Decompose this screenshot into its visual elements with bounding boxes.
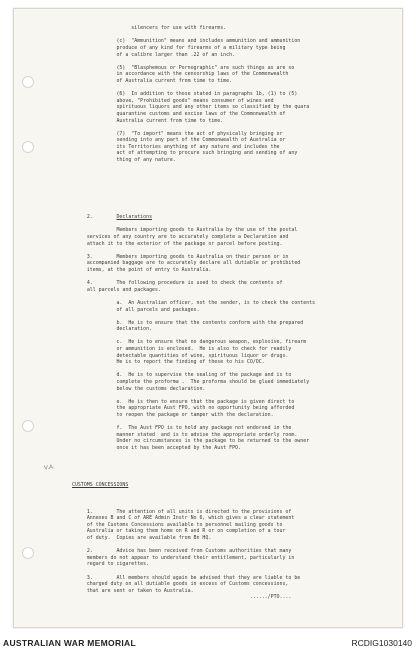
text-line [72,568,300,575]
text-line: members do not appear to understand their entitlement, particularly in [72,554,295,561]
text-line: 1. The attention of all units is directed to the provisions of [72,508,292,515]
text-line: regard to cigarettes. [72,561,150,568]
text-line: declaration. [72,326,153,333]
archive-footer [0,631,416,653]
text-line [72,392,315,399]
footer-institution: AUSTRALIAN WAR MEMORIAL [3,638,136,648]
text-line: all parcels and packages. [72,286,161,293]
text-line [72,247,315,254]
text-line: charged duty on all dutiable goods in excess of Customs concessions, [72,581,289,588]
text-line: He is to report the finding of these to his CO/OC. [72,359,265,366]
concessions-heading: CUSTOMS CONCESSIONS [72,482,129,489]
text-line: 3. Members importing goods to Australia on their person or in [72,253,289,260]
declarations-section [72,201,315,465]
text-line: e. He is then to ensure that the package is given direct to [72,398,295,405]
text-line: manner stated and is to advise the appropriate orderly room. [72,431,298,438]
text-line: (7) "To import" means the act of physically bringing or [72,130,283,137]
text-line [72,32,309,39]
text-line: b. He is to ensure that the contents conform with the prepared [72,319,304,326]
declarations-text [72,214,315,451]
handwritten-margin-mark: V.A. [43,464,56,472]
text-line [72,124,309,131]
text-line: Australia current from time to time. [72,117,224,124]
text-line: (5) "Blasphemous or Pornographic" are such things as are so [72,64,295,71]
text-line: below the customs declaration. [72,385,206,392]
text-line: Under no circumstances is the package to be returned to the owner [72,438,310,445]
text-line [72,542,300,549]
text-line [72,419,315,426]
text-line: spirituous liquors and any other items so classified by the quara [72,104,310,111]
text-line: (c) "Ammunition" means and includes ammunition and ammunition [72,38,301,45]
text-line: to reopen the package or tamper with the declaration. [72,412,274,418]
text-line: Australia or taking them home on R and R or on completion of a tour [72,528,286,535]
text-line: 4. The following procedure is used to check the contents of [72,280,283,287]
text-line: of all parcels and packages. [72,306,200,313]
text-line [72,221,315,228]
document-page [13,8,403,628]
declarations-heading: Declarations [116,214,153,221]
definitions-text [72,25,309,163]
concessions-text [72,502,300,601]
text-line: services of any country are to accurately complete a Declaration and [72,233,289,240]
text-line: 2. Declarations [72,214,153,221]
text-line: ....../PTO.... [72,594,292,601]
text-line [72,274,315,281]
text-line: in accordance with the censorship laws of the Commonwealth [72,71,289,78]
text-line [72,366,315,373]
text-line: sending into any part of the Commonwealth of Australia or [72,137,286,144]
text-line: of Australia current from time to time. [72,77,233,84]
text-line: complete the proforma . The proforma should be glued immediately [72,379,310,386]
text-line [72,85,309,92]
text-line: Members importing goods to Australia by the use of the postal [72,227,298,234]
text-line: attach it to the exterior of the package or parcel before posting. [72,240,283,247]
text-line: 3. All members should again be advised that they are liable to be [72,574,301,581]
text-line: or ammunition is enclosed. He is also to check for readily [72,346,292,353]
text-line [72,58,309,65]
text-line [72,333,315,340]
punch-hole [22,420,34,432]
text-line: of a calibre larger than .22 of an inch. [72,51,236,58]
text-line: d. He is to supervise the sealing of the package and is to [72,372,292,379]
text-line: produce of any kind for firearms of a military type being [72,44,286,51]
punch-hole [22,547,34,559]
text-line: Annexes B and C of ARE Admin Instr No 6, which gives a clear statement [72,515,295,522]
text-line: of the Customs Concessions available to personnel mailing goods to [72,521,283,528]
text-line: act of attempting to procure such bringing and sending of any [72,150,298,157]
text-line: that are sent or taken to Australia. [72,587,194,594]
text-line: silencers for use with firearms. [72,25,227,32]
text-line: f. The Aust FPO is to hold any package not endorsed in the [72,425,292,432]
text-line: thing of any nature. [72,157,176,164]
text-line: the appropriate Aust FPO, with no opportunity being afforded [72,405,295,412]
definitions-section [72,12,309,177]
punch-hole [22,141,34,153]
text-line: (6) In addition to those stated in paragraphs 1b, (1) to (5) [72,91,298,98]
text-line: above, "Prohibited goods" means consumer of wines and [72,97,274,104]
text-line: of duty. Copies are available from Bn HQ. [72,534,212,541]
punch-hole [22,76,34,88]
footer-reference: RCDIG1030140 [351,638,412,648]
text-line: a. An Australian officer, not the sender, is to check the contents [72,299,316,306]
text-line: once it has been accepted by the Aust FPO. [72,444,241,451]
text-line: items, at the point of entry to Australia. [72,266,212,273]
customs-concessions-section [72,469,300,614]
text-line [72,313,315,320]
text-line [72,502,300,509]
text-line: c. He is to ensure that no dangerous weapon, explosive, firearm [72,339,307,346]
text-line: 2. Advice has been received from Customs authorities that many [72,548,292,555]
text-line: detectable quantities of wine, spirituous liquor or drugs. [72,352,289,359]
text-line: its Territories anything of any nature and includes the [72,143,280,150]
text-line: quarantine customs and excise laws of the Commonwealth of [72,110,286,117]
text-line [72,293,315,300]
text-line: accompanied baggage are to accurately declare all dutiable or prohibited [72,260,301,267]
